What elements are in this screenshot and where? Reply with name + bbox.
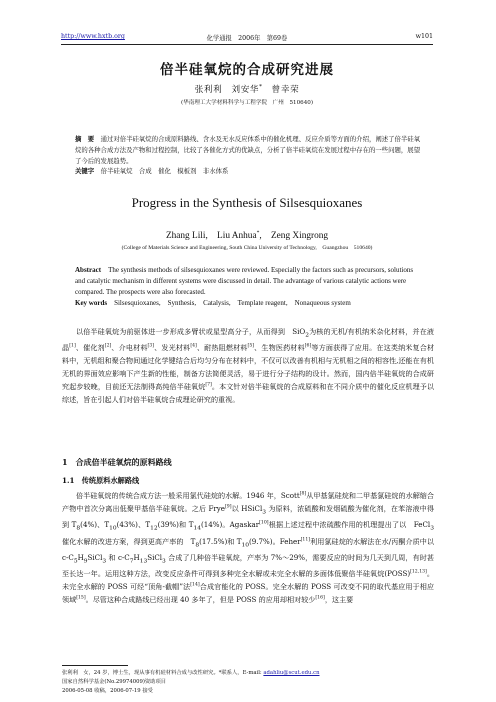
- page-code: w101: [415, 33, 433, 40]
- abstract-chinese: [75, 134, 421, 167]
- citation-ref[interactable]: [15]: [76, 595, 86, 601]
- citation-ref[interactable]: [3]: [147, 343, 155, 349]
- footnote-author-line: 张利利 女，24 岁，博士生，现从事有机硅材料合成与改性研究。*联系人，E-mail: adahliu@scut.edu.cn: [62, 670, 320, 676]
- authors-chinese: [61, 83, 433, 95]
- authors-english: [61, 227, 433, 241]
- author-names: 张利利 刘安华: [194, 85, 260, 95]
- citation-ref[interactable]: [14]: [190, 582, 200, 588]
- corresponding-mark: *: [259, 84, 263, 91]
- running-header: [61, 31, 433, 43]
- abstract-label: 摘 要: [75, 135, 95, 143]
- keywords-label: 关键字: [75, 167, 95, 175]
- author-third-en: , Zeng Xingrong: [259, 231, 329, 241]
- citation-ref[interactable]: [5]: [247, 343, 255, 349]
- author-third: 曾幸荣: [262, 85, 300, 95]
- section-paragraph: 倍半硅氧烷的传统合成方法一般采用氯代硅烷的水解。1946 年，Scott[8]从甲基氯硅烷和二甲基氯硅烷的水解缩合产物中首次分离出低聚甲基倍半硅氧烷。之后 Frye[9]以 HSiCl$_3$ 为原料，浓硫酸和发烟硫酸为催化剂，在苯溶液中得到 $T_8(4\%)$、$T_{10}(43\%)$、$T_{12}(39\%)$和 $T_{14}(14\%)$。Agaskar[10]根据上述过程中浓硫酸作用的机理提出了以 FeCl$_3$ 催化水解的改进方案，得到更高产率的 $T_8(17.5\%)$和 $T_{10}(9.7\%)$。Feher[11]利用氯硅烷的水解法在水/丙酮介质中以 $c-C_5H_9SiCl_3$ 和 $c-C_7H_{13}SiCl_3$ 合成了几种倍半硅氧烷，产率为 7%～29%，需要反应的时间为几天到几周，有时甚至长达一年。运用这种方法，改变反应条件可得到多种完全水解或未完全水解的多面体低聚倍半硅氧烷(POSS)[12,13]。未完全水解的 POSS 可经“顶角-截帽”法[14]合成官能化的 POSS。完全水解的 POSS 可改变不同的取代基应用于相应领域[15]。尽管这种合成路线已经出现 40 多年了，但是 POSS 的应用却相对较少[16]，这主要: [62, 491, 435, 604]
- section-heading: 1 合成倍半硅氧烷的原料路线: [62, 457, 172, 467]
- keywords-english: [75, 298, 421, 309]
- title-chinese: 倍半硅氧烷的合成研究进展: [160, 62, 334, 78]
- email-link[interactable]: adahliu@scut.edu.cn: [263, 670, 320, 676]
- keywords-chinese: [75, 166, 421, 177]
- citation-ref[interactable]: [4]: [190, 343, 197, 349]
- affiliation-english: (College of Materials Science and Engineering, South China University of Technology, Guangzhou 510640): [121, 245, 373, 251]
- journal-issue-info: 化学通报 2006年 第69卷: [206, 35, 288, 42]
- citation-ref[interactable]: [11]: [300, 537, 311, 543]
- citation-ref[interactable]: [16]: [315, 595, 325, 601]
- footnote-funding: 国家自然科学基金(No.29974009)资助项目: [62, 679, 167, 685]
- abstract-english: [75, 265, 421, 298]
- corresponding-mark-en: *: [256, 229, 260, 236]
- intro-paragraph: 以倍半硅氧烷为前驱体进一步形成多臂状或星型高分子，从而得到 SiO$_2$为核的无机/有机纳米杂化材料，并在液晶[1]、催化剂[2]、介电材料[3]、发光材料[4]、耐热阻燃材料[5]、生物医药材料[6]等方面获得了应用。在这类纳米复合材料中，无机组和聚合物间通过化学键结合后均匀分布在材料中，不仅可以改善有机相与无机相之间的相容性,还能在有机无机的界面效应影响下产生新的性能，制备方法简便灵活，易于进行分子结构的设计。然而，国内倍半硅氧烷的合成研究起步较晚，目前还无法制得高纯倍半硅氧烷[7]。本文针对倍半硅氧烷的合成原料和在不同介质中的催化反应机理予以综述，旨在引起人们对倍半硅氧烷合成理论研究的重视。: [62, 327, 435, 404]
- journal-url-link[interactable]: http://www.hxtb.org: [61, 33, 125, 40]
- citation-ref[interactable]: [9]: [225, 504, 232, 510]
- subsection-heading: 1.1 传统原料水解路线: [62, 476, 140, 485]
- citation-ref[interactable]: [1]: [69, 343, 76, 349]
- keywords-en-label: Key words: [75, 299, 108, 307]
- citation-ref[interactable]: [12,13]: [410, 569, 427, 575]
- keywords-en-text: Silsesquioxanes, Synthesis, Catalysis, Template reagent, Nonaqueous system: [114, 299, 351, 307]
- citation-ref[interactable]: [8]: [299, 491, 307, 497]
- abstract-en-text: The synthesis methods of silsesquioxanes were reviewed. Especially the factors such as precursors, solutions and catalytic mechanism in different systems were discussed in detail. The advantage of various catalytic actions were compared. The prospects were also forecasted.: [75, 266, 414, 296]
- footnote-divider: [62, 665, 128, 666]
- footnote: [62, 669, 434, 696]
- keywords-text: 倍半硅氧烷 合成 催化 模板剂 非水体系: [100, 167, 229, 175]
- citation-ref[interactable]: [7]: [205, 382, 212, 388]
- abstract-en-label: Abstract: [75, 266, 102, 274]
- header-divider: [61, 44, 433, 45]
- affiliation-chinese: (华南理工大学材料科学与工程学院 广州 510640): [181, 100, 313, 106]
- citation-ref[interactable]: [6]: [304, 343, 312, 349]
- abstract-text: 通过对倍半硅氧烷的合成原料路线、含水及无水反应体系中的催化机理、反应介质等方面的介绍，阐述了倍半硅氧烷的各种合成方法及产物和过程控制，比较了各催化方式的优缺点，分析了倍半硅氧烷在发展过程中存在的一些问题，展望了今后的发展趋势。: [75, 135, 421, 165]
- footnote-dates: 2006-05-08 收稿，2006-07-19 接受: [62, 688, 153, 694]
- citation-ref[interactable]: [10]: [259, 520, 269, 526]
- title-english: Progress in the Synthesis of Silsesquioxanes: [131, 195, 363, 210]
- author-names-en: Zhang Lili, Liu Anhua: [165, 231, 257, 241]
- citation-ref[interactable]: [2]: [104, 343, 112, 349]
